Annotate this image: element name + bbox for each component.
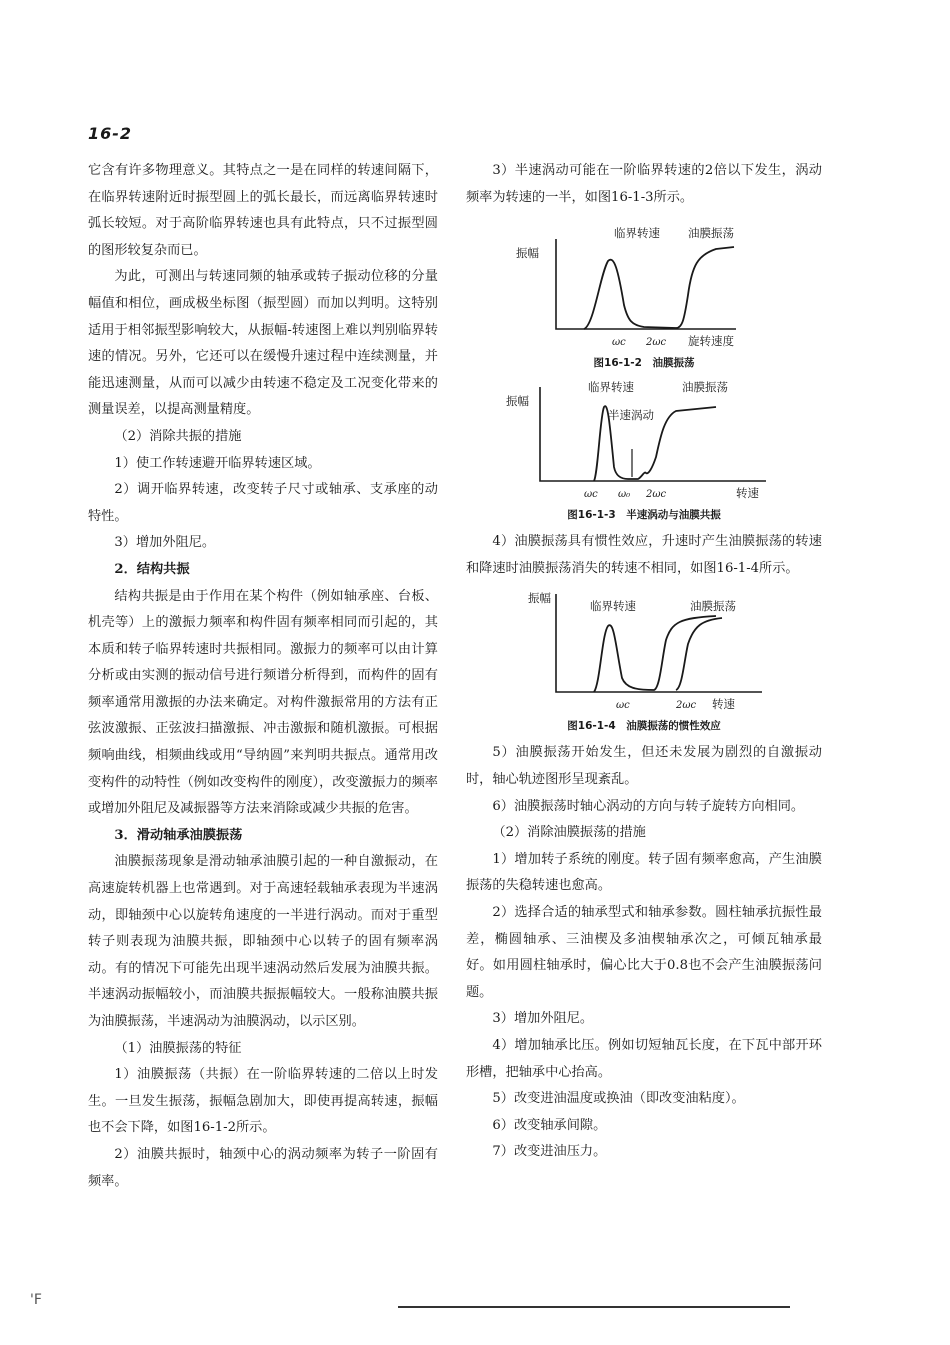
feature-item-2: 2）油膜共振时，轴颈中心的涡动频率为转子一阶固有频率。 <box>88 1146 438 1189</box>
fig4-ylabel: 振幅 <box>528 591 551 606</box>
feature-item-4: 4）油膜振荡具有惯性效应，升速时产生油膜振荡的转速和降速时油膜振荡消失的转速不相同，如图16-1-4所示。 <box>466 534 822 576</box>
fig2-amplitude-curve <box>584 247 734 329</box>
fig3-tick-2wc: 2ωc <box>646 489 667 501</box>
fig2-tick-2wc: 2ωc <box>646 337 667 348</box>
fig4-falling-curve <box>676 618 722 690</box>
fig2-label-critical-speed: 临界转速 <box>614 226 660 241</box>
fig3-tick-wc: ωc <box>584 489 598 501</box>
figure-16-1-3-caption: 图16-1-3 半速涡动与油膜共振 <box>567 509 721 522</box>
figure-16-1-2 <box>466 225 822 371</box>
left-column <box>88 158 438 1195</box>
page-number: 16-2 <box>88 124 133 143</box>
fig2-tick-wc: ωc <box>612 337 626 348</box>
elimination-item-5: 5）改变进油温度或换油（即改变油粘度）。 <box>492 1091 745 1107</box>
elimination-item-6: 6）改变轴承间隙。 <box>492 1117 607 1133</box>
heading-oil-whip-elimination: （2）消除油膜振荡的措施 <box>492 825 646 841</box>
figure-16-1-2-caption: 图16-1-2 油膜振荡 <box>593 357 695 370</box>
elimination-item-1: 1）增加转子系统的刚度。转子固有频率愈高，产生油膜振荡的失稳转速也愈高。 <box>466 851 822 894</box>
bottom-rule <box>398 1306 790 1308</box>
figure-16-1-3-plot <box>466 377 822 501</box>
fig3-label-critical-speed: 临界转速 <box>588 380 634 395</box>
fig3-tick-w0: ω₀ <box>618 489 631 501</box>
fig3-label-oil-whip: 油膜振荡 <box>682 380 728 395</box>
paragraph-polar-plot-method: 为此，可测出与转速同频的轴承或转子振动位移的分量幅值和相位，画成极坐标图（振型圆）而加以判明。这特别适用于相邻振型影响较大，从振幅-转速图上难以判别临界转速的情况。另外，它还可以在缓慢升速过程中连续测量，并能迅速测量，从而可以减少由转速不稳定及工况变化带来的测量误差，以提高测量精度。 <box>88 269 438 418</box>
heading-structural-resonance: 2．结构共振 <box>114 561 190 577</box>
fig4-label-critical-speed: 临界转速 <box>590 599 636 614</box>
measure-item-2: 2）调开临界转速，改变转子尺寸或轴承、支承座的动特性。 <box>88 482 438 524</box>
paragraph-structural-resonance: 结构共振是由于作用在某个构件（例如轴承座、台板、机壳等）上的激振力频率和构件固有频率相同而引起的，其本质和转子临界转速时共振相同。激振力的频率可以由计算分析或由实测的振动信号进行频谱分析得到，而构件的固有频率通常用激振的办法来确定。对构件激振常用的方法有正弦波激振、正弦波扫描激振、冲击激振和随机激振。可根据频响曲线，相频曲线或用“导纳圆”来判明共振点。通常用改变构件的动特性（例如改变构件的刚度），改变激振力的频率或增加外阻尼及减振器等方法来消除或减少共振的危害。 <box>88 588 438 817</box>
fig2-xlabel: 旋转速度 <box>688 334 734 348</box>
fig3-label-half-speed-whirl: 半速涡动 <box>608 408 654 423</box>
right-column <box>466 158 822 1166</box>
fig4-tick-wc: ωc <box>616 700 630 712</box>
fig4-tick-2wc: 2ωc <box>676 700 697 712</box>
fig4-xlabel: 转速 <box>712 697 735 712</box>
figure-16-1-4-plot <box>466 588 822 712</box>
paragraph-polar-plot-intro: 它含有许多物理意义。其特点之一是在同样的转速间隔下，在临界转速附近时振型圆上的弧长最长，而远离临界转速时弧长较短。对于高阶临界转速也具有此特点，只不过振型圆的图形较复杂而已。 <box>88 163 438 258</box>
elimination-item-3: 3）增加外阻尼。 <box>492 1011 594 1027</box>
fig4-label-oil-whip: 油膜振荡 <box>690 599 736 614</box>
paragraph-oil-whip: 油膜振荡现象是滑动轴承油膜引起的一种自激振动，在高速旋转机器上也常遇到。对于高速轻载轴承表现为半速涡动，即轴颈中心以旋转角速度的一半进行涡动。而对于重型转子则表现为油膜共振，即轴颈中心以转子的固有频率涡动。有的情况下可能先出现半速涡动然后发展为油膜共振。半速涡动振幅较小，而油膜共振振幅较大。一般称油膜共振为油膜振荡，半速涡动为油膜涡动，以示区别。 <box>88 854 438 1029</box>
corner-mark: 'F <box>30 1292 42 1308</box>
feature-item-3: 3）半速涡动可能在一阶临界转速的2倍以下发生，涡动频率为转速的一半，如图16-1-3所示。 <box>466 163 822 205</box>
measure-item-3: 3）增加外阻尼。 <box>114 535 216 551</box>
figure-16-1-4 <box>466 588 822 734</box>
fig2-ylabel: 振幅 <box>516 246 539 261</box>
figure-16-1-3 <box>466 377 822 523</box>
elimination-item-7: 7）改变进油压力。 <box>492 1144 607 1160</box>
elimination-item-4: 4）增加轴承比压。例如切短轴瓦长度，在下瓦中部开环形槽，把轴承中心抬高。 <box>466 1037 822 1080</box>
heading-resonance-measures: （2）消除共振的措施 <box>114 428 242 444</box>
heading-oil-whip: 3．滑动轴承油膜振荡 <box>114 827 243 843</box>
feature-item-5: 5）油膜振荡开始发生，但还未发展为剧烈的自激振动时，轴心轨迹图形呈现紊乱。 <box>466 745 822 787</box>
fig2-label-oil-whip: 油膜振荡 <box>688 226 734 241</box>
elimination-item-2: 2）选择合适的轴承型式和轴承参数。圆柱轴承抗振性最差，椭圆轴承、三油楔及多油楔轴承次之，可倾瓦轴承最好。如用圆柱轴承时，偏心比大于0.8也不会产生油膜振荡问题。 <box>466 904 822 1000</box>
figure-16-1-4-caption: 图16-1-4 油膜振荡的惯性效应 <box>567 720 721 733</box>
fig3-ylabel: 振幅 <box>506 394 529 409</box>
feature-item-6: 6）油膜振荡时轴心涡动的方向与转子旋转方向相同。 <box>492 798 805 814</box>
figure-16-1-2-plot <box>466 225 822 347</box>
fig3-xlabel: 转速 <box>736 486 759 501</box>
heading-oil-whip-features: （1）油膜振荡的特征 <box>114 1040 242 1056</box>
measure-item-1: 1）使工作转速避开临界转速区域。 <box>114 455 321 471</box>
feature-item-1: 1）油膜振荡（共振）在一阶临界转速的二倍以上时发生。一旦发生振荡，振幅急剧加大，即使再提高转速，振幅也不会下降，如图16-1-2所示。 <box>88 1067 438 1136</box>
